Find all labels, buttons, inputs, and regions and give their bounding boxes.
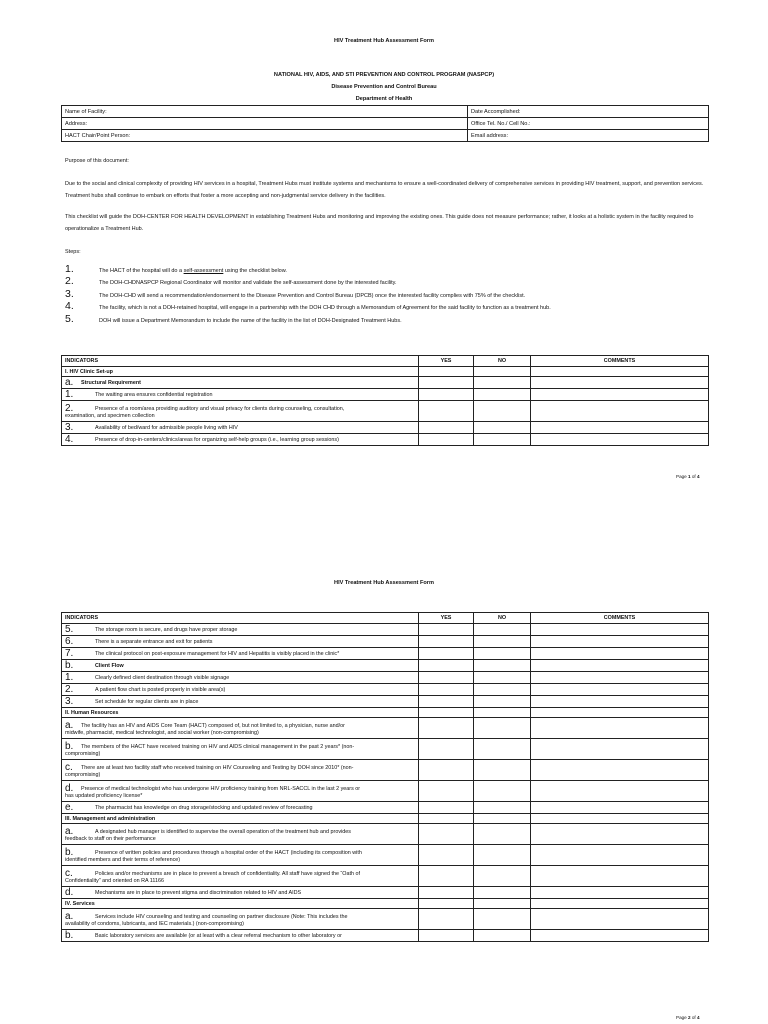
step-number: 2.: [65, 275, 74, 288]
no-cell[interactable]: [474, 739, 531, 760]
indicators-table-page2: [61, 612, 709, 942]
program-title: NATIONAL HIV, AIDS, AND STI PREVENTION AND CONTROL PROGRAM (NASPCP): [273, 72, 495, 78]
comments-cell[interactable]: [531, 696, 709, 708]
table-row: [62, 696, 709, 708]
comments-cell[interactable]: [531, 389, 709, 401]
no-cell[interactable]: [474, 802, 531, 814]
item-text: The storage room is secure, and drugs have proper storage: [95, 627, 238, 633]
form-title-page2: HIV Treatment Hub Assessment Form: [334, 580, 434, 586]
facility-info-table: [61, 105, 709, 142]
comments-cell[interactable]: [531, 718, 709, 739]
yes-cell[interactable]: [419, 887, 474, 899]
step-text: The HACT of the hospital will do a: [99, 268, 184, 274]
comments-cell[interactable]: [531, 802, 709, 814]
item-text: Presence of a room/area providing auditory and visual privacy for clients during counseling, consultation,: [95, 405, 345, 412]
step-number: 3.: [65, 287, 74, 300]
comments-cell[interactable]: [531, 781, 709, 802]
comments-cell[interactable]: [531, 909, 709, 930]
header-no: NO: [474, 356, 531, 367]
no-cell[interactable]: [474, 930, 531, 942]
comments-cell[interactable]: [531, 930, 709, 942]
table-row: [62, 434, 709, 446]
comments-cell[interactable]: [531, 422, 709, 434]
comments-cell[interactable]: [531, 636, 709, 648]
step-text: The DOH-CHDNASPCP Regional Coordinator will monitor and validate the self-assessment done by the interested facility.: [99, 280, 397, 287]
item-marker: 3.: [65, 422, 74, 433]
department-title: Department of Health: [355, 96, 413, 102]
item-marker: d.: [65, 782, 74, 794]
purpose-paragraph-1: Due to the social and clinical complexity of providing HIV services in a hospital, Treatment Hubs must institute systems and mechanisms to ensure a well-coordinated delivery of comprehensive services in providing HIV treatment, support, and prevention services. Treatment hubs shall continue to embark on efforts that foster a more accepting and non-judgmental service delivery in the facilities.: [65, 181, 704, 200]
item-text-cont: identified members and their terms of reference): [65, 856, 181, 863]
no-cell[interactable]: [474, 377, 531, 389]
item-text-cont: has updated proficiency license*: [65, 792, 143, 799]
no-cell[interactable]: [474, 708, 531, 718]
item-text: The facility has an HIV and AIDS Core Team (HACT) composed of, but not limited to, a physician, nurse and/or: [81, 722, 345, 729]
step-item: [65, 265, 710, 277]
table-row: [62, 422, 709, 434]
item-text-cont: examination, and specimen collection: [65, 412, 155, 419]
table-row: [62, 802, 709, 814]
section-management: III. Management and administration: [62, 814, 419, 824]
table-row: [62, 824, 709, 845]
comments-cell[interactable]: [531, 845, 709, 866]
hact-chair-field[interactable]: HACT Chair/Point Person:: [62, 130, 468, 142]
page-total: 4: [696, 474, 700, 479]
table-row: [62, 845, 709, 866]
no-cell[interactable]: [474, 814, 531, 824]
item-text: The pharmacist has knowledge on drug storage/stocking and updated review of forecasting: [95, 805, 313, 811]
steps-list: [65, 265, 710, 327]
item-text: There is a separate entrance and exit for patients: [95, 639, 213, 645]
item-marker: a.: [65, 377, 74, 388]
comments-cell[interactable]: [531, 899, 709, 909]
no-cell[interactable]: [474, 367, 531, 377]
header-indicators: INDICATORS: [62, 613, 419, 624]
item-text: Set schedule for regular clients are in place: [95, 699, 199, 705]
yes-cell[interactable]: [419, 648, 474, 660]
item-text: Availability of bed/ward for admissible people living with HIV: [95, 425, 238, 431]
section-human-resources: II. Human Resources: [62, 708, 419, 718]
page-of: of: [691, 474, 696, 479]
step-item: [65, 302, 710, 314]
table-row: [62, 648, 709, 660]
item-marker: 1.: [65, 672, 74, 683]
step-text-end: using the checklist below.: [223, 268, 287, 274]
table-row: [62, 781, 709, 802]
address-field[interactable]: Address:: [62, 118, 468, 130]
header-yes: YES: [419, 613, 474, 624]
step-number: 1.: [65, 263, 74, 275]
item-text: A designated hub manager is identified to supervise the overall operation of the treatment hub and provides: [95, 828, 351, 835]
item-text: Services include HIV counseling and testing and counseling on partner disclosure (Note: This includes the: [95, 913, 348, 920]
yes-cell[interactable]: [419, 909, 474, 930]
item-marker: 6.: [65, 636, 74, 647]
comments-cell[interactable]: [531, 684, 709, 696]
no-cell[interactable]: [474, 684, 531, 696]
table-row: [62, 636, 709, 648]
item-text-cont: feedback to staff on their performance: [65, 835, 156, 842]
item-marker: 1.: [65, 389, 74, 400]
item-marker: b.: [65, 930, 74, 941]
no-cell[interactable]: [474, 824, 531, 845]
comments-cell[interactable]: [531, 887, 709, 899]
page-prefix: Page: [676, 1015, 687, 1020]
yes-cell[interactable]: [419, 802, 474, 814]
comments-cell[interactable]: [531, 708, 709, 718]
item-text: Presence of written policies and procedures through a hospital order of the HACT (including its composition with: [95, 849, 362, 856]
no-cell[interactable]: [474, 760, 531, 781]
item-marker: a.: [65, 910, 74, 922]
item-marker: a.: [65, 825, 74, 837]
no-cell[interactable]: [474, 866, 531, 887]
subsection-label: Client Flow: [95, 663, 124, 669]
item-marker: a.: [65, 719, 74, 731]
no-cell[interactable]: [474, 660, 531, 672]
item-marker: 3.: [65, 696, 74, 707]
email-field[interactable]: Email address:: [468, 130, 709, 142]
table-row: [62, 401, 709, 422]
yes-cell[interactable]: [419, 930, 474, 942]
comments-cell[interactable]: [531, 401, 709, 422]
item-marker: 4.: [65, 434, 74, 445]
comments-cell[interactable]: [531, 434, 709, 446]
bureau-title: Disease Prevention and Control Bureau: [331, 84, 437, 90]
section-row: [62, 814, 709, 824]
item-text-cont: compromising): [65, 771, 101, 778]
table-row: [62, 909, 709, 930]
comments-cell[interactable]: [531, 866, 709, 887]
step-text: The DOH-CHD will send a recommendation/endorsement to the Disease Prevention and Control Bureau (DPCB) once the interested facility complies with 75% of the checklist.: [99, 292, 526, 299]
yes-cell[interactable]: [419, 367, 474, 377]
step-text: The facility, which is not a DOH-retained hospital, will engage in a partnership with the DOH CHD through a Memorandum of Agreement for the said facility to function as a treatment hub.: [99, 305, 551, 312]
header-yes: YES: [419, 356, 474, 367]
table-row: [62, 389, 709, 401]
item-marker: c.: [65, 761, 73, 773]
item-marker: d.: [65, 887, 74, 898]
yes-cell[interactable]: [419, 672, 474, 684]
no-cell[interactable]: [474, 845, 531, 866]
step-item: [65, 312, 710, 327]
comments-cell[interactable]: [531, 672, 709, 684]
table-row: [62, 672, 709, 684]
facility-name-field[interactable]: Name of Facility:: [62, 106, 468, 118]
comments-cell[interactable]: [531, 624, 709, 636]
yes-cell[interactable]: [419, 760, 474, 781]
table-row: [62, 930, 709, 942]
section-services: IV. Services: [62, 899, 419, 909]
step-underlined-text: self-assessment: [183, 268, 224, 274]
item-text: Mechanisms are in place to prevent stigma and discrimination related to HIV and AIDS: [95, 890, 302, 896]
comments-cell[interactable]: [531, 824, 709, 845]
page-num: 2: [688, 1015, 691, 1020]
yes-cell[interactable]: [419, 866, 474, 887]
table-row: [62, 377, 709, 389]
table-row: [62, 760, 709, 781]
table-row: [62, 739, 709, 760]
item-marker: b.: [65, 846, 74, 858]
date-accomplished-field[interactable]: Date Accomplished:: [468, 106, 709, 118]
no-cell[interactable]: [474, 422, 531, 434]
no-cell[interactable]: [474, 636, 531, 648]
yes-cell[interactable]: [419, 660, 474, 672]
no-cell[interactable]: [474, 909, 531, 930]
no-cell[interactable]: [474, 401, 531, 422]
item-text: Basic laboratory services are available (or at least with a clear referral mechanism to other laboratory or: [95, 933, 342, 939]
item-marker: 2.: [65, 684, 74, 695]
yes-cell[interactable]: [419, 696, 474, 708]
section-row: [62, 708, 709, 718]
section-hiv-clinic-setup: I. HIV Clinic Set-up: [62, 367, 419, 377]
page-of: of: [691, 1015, 696, 1020]
yes-cell[interactable]: [419, 636, 474, 648]
step-text: DOH will issue a Department Memorandum to include the name of the facility in the list of DOH-Designated Treatment Hubs.: [99, 317, 402, 324]
yes-cell[interactable]: [419, 389, 474, 401]
steps-label: Steps:: [65, 249, 81, 255]
table-row: [62, 624, 709, 636]
page-number-1: [676, 474, 700, 479]
step-number: 4.: [65, 300, 74, 313]
comments-cell[interactable]: [531, 367, 709, 377]
item-text: Presence of drop-in-centers/clinics/areas for organizing self-help groups (i.e., learning group sessions): [95, 437, 339, 443]
yes-cell[interactable]: [419, 377, 474, 389]
item-text: Presence of medical technologist who has undergone HIV proficiency training from NRL-SACCL in the last 2 years or: [81, 785, 361, 792]
no-cell[interactable]: [474, 624, 531, 636]
page-prefix: Page: [676, 474, 687, 479]
yes-cell[interactable]: [419, 845, 474, 866]
item-marker: 5.: [65, 624, 74, 635]
no-cell[interactable]: [474, 696, 531, 708]
no-cell[interactable]: [474, 648, 531, 660]
purpose-label: Purpose of this document:: [65, 158, 129, 164]
purpose-paragraph-2: This checklist will guide the DOH-CENTER FOR HEALTH DEVELOPMENT in establishing Treatment Hubs and monitoring and improving the existing ones. This guide does not measure performance; rather, it looks at a holistic system in the facility required to operationalize a Treatment Hub.: [65, 214, 694, 233]
subsection-label: Structural Requirement: [81, 380, 141, 386]
no-cell[interactable]: [474, 389, 531, 401]
item-marker: e.: [65, 802, 74, 813]
office-tel-field[interactable]: Office Tel. No./ Cell No.:: [468, 118, 709, 130]
item-text-cont: compromising): [65, 750, 101, 757]
item-text: The members of the HACT have received training on HIV and AIDS clinical management in the past 2 years* (non-: [81, 743, 355, 750]
item-text: Clearly defined client destination through visible signage: [95, 675, 230, 681]
yes-cell[interactable]: [419, 401, 474, 422]
step-number: 5.: [65, 312, 74, 325]
yes-cell[interactable]: [419, 781, 474, 802]
item-marker: c.: [65, 867, 73, 879]
no-cell[interactable]: [474, 718, 531, 739]
section-row: [62, 899, 709, 909]
comments-cell[interactable]: [531, 377, 709, 389]
step-item: [65, 287, 710, 302]
no-cell[interactable]: [474, 672, 531, 684]
step-item: [65, 277, 710, 289]
no-cell[interactable]: [474, 887, 531, 899]
table-row: [62, 718, 709, 739]
item-text: A patient flow chart is posted properly in visible area(s): [95, 687, 226, 693]
item-marker: b.: [65, 740, 74, 752]
table-row: [62, 866, 709, 887]
item-marker: 7.: [65, 648, 74, 659]
item-text-cont: midwife, pharmacist, medical technologist, and social worker (non-compromising): [65, 729, 259, 736]
yes-cell[interactable]: [419, 708, 474, 718]
item-text: Policies and/or mechanisms are in place to prevent a breach of confidentiality. All staff have signed the “Oath of: [95, 870, 360, 877]
item-text-cont: Confidentiality” and oriented on RA 11166: [65, 877, 164, 884]
page-number-2: [676, 1015, 700, 1020]
section-row: [62, 367, 709, 377]
no-cell[interactable]: [474, 434, 531, 446]
yes-cell[interactable]: [419, 684, 474, 696]
comments-cell[interactable]: [531, 660, 709, 672]
yes-cell[interactable]: [419, 899, 474, 909]
yes-cell[interactable]: [419, 739, 474, 760]
item-text: The waiting area ensures confidential registration: [95, 392, 213, 398]
yes-cell[interactable]: [419, 624, 474, 636]
no-cell[interactable]: [474, 781, 531, 802]
item-text: The clinical protocol on post-exposure management for HIV and Hepatitis is visibly placed in the clinic*: [95, 651, 340, 657]
comments-cell[interactable]: [531, 648, 709, 660]
item-marker: b.: [65, 660, 74, 671]
yes-cell[interactable]: [419, 824, 474, 845]
item-text-cont: availability of condoms, lubricants, and IEC materials.) (non-compromising): [65, 920, 244, 927]
comments-cell[interactable]: [531, 814, 709, 824]
header-indicators: INDICATORS: [62, 356, 419, 367]
page-total: 4: [696, 1015, 700, 1020]
page-num: 1: [688, 474, 691, 479]
table-row: [62, 660, 709, 672]
header-no: NO: [474, 613, 531, 624]
comments-cell[interactable]: [531, 739, 709, 760]
yes-cell[interactable]: [419, 422, 474, 434]
header-comments: COMMENTS: [531, 356, 709, 367]
no-cell[interactable]: [474, 899, 531, 909]
yes-cell[interactable]: [419, 434, 474, 446]
table-row: [62, 684, 709, 696]
item-marker: 2.: [65, 402, 74, 414]
yes-cell[interactable]: [419, 718, 474, 739]
header-comments: COMMENTS: [531, 613, 709, 624]
yes-cell[interactable]: [419, 814, 474, 824]
form-title: HIV Treatment Hub Assessment Form: [334, 38, 434, 44]
table-row: [62, 887, 709, 899]
indicators-table-page1: [61, 355, 709, 446]
comments-cell[interactable]: [531, 760, 709, 781]
item-text: There are at least two facility staff who received training on HIV Counseling and Testing by DOH since 2010* (non-: [81, 764, 354, 771]
